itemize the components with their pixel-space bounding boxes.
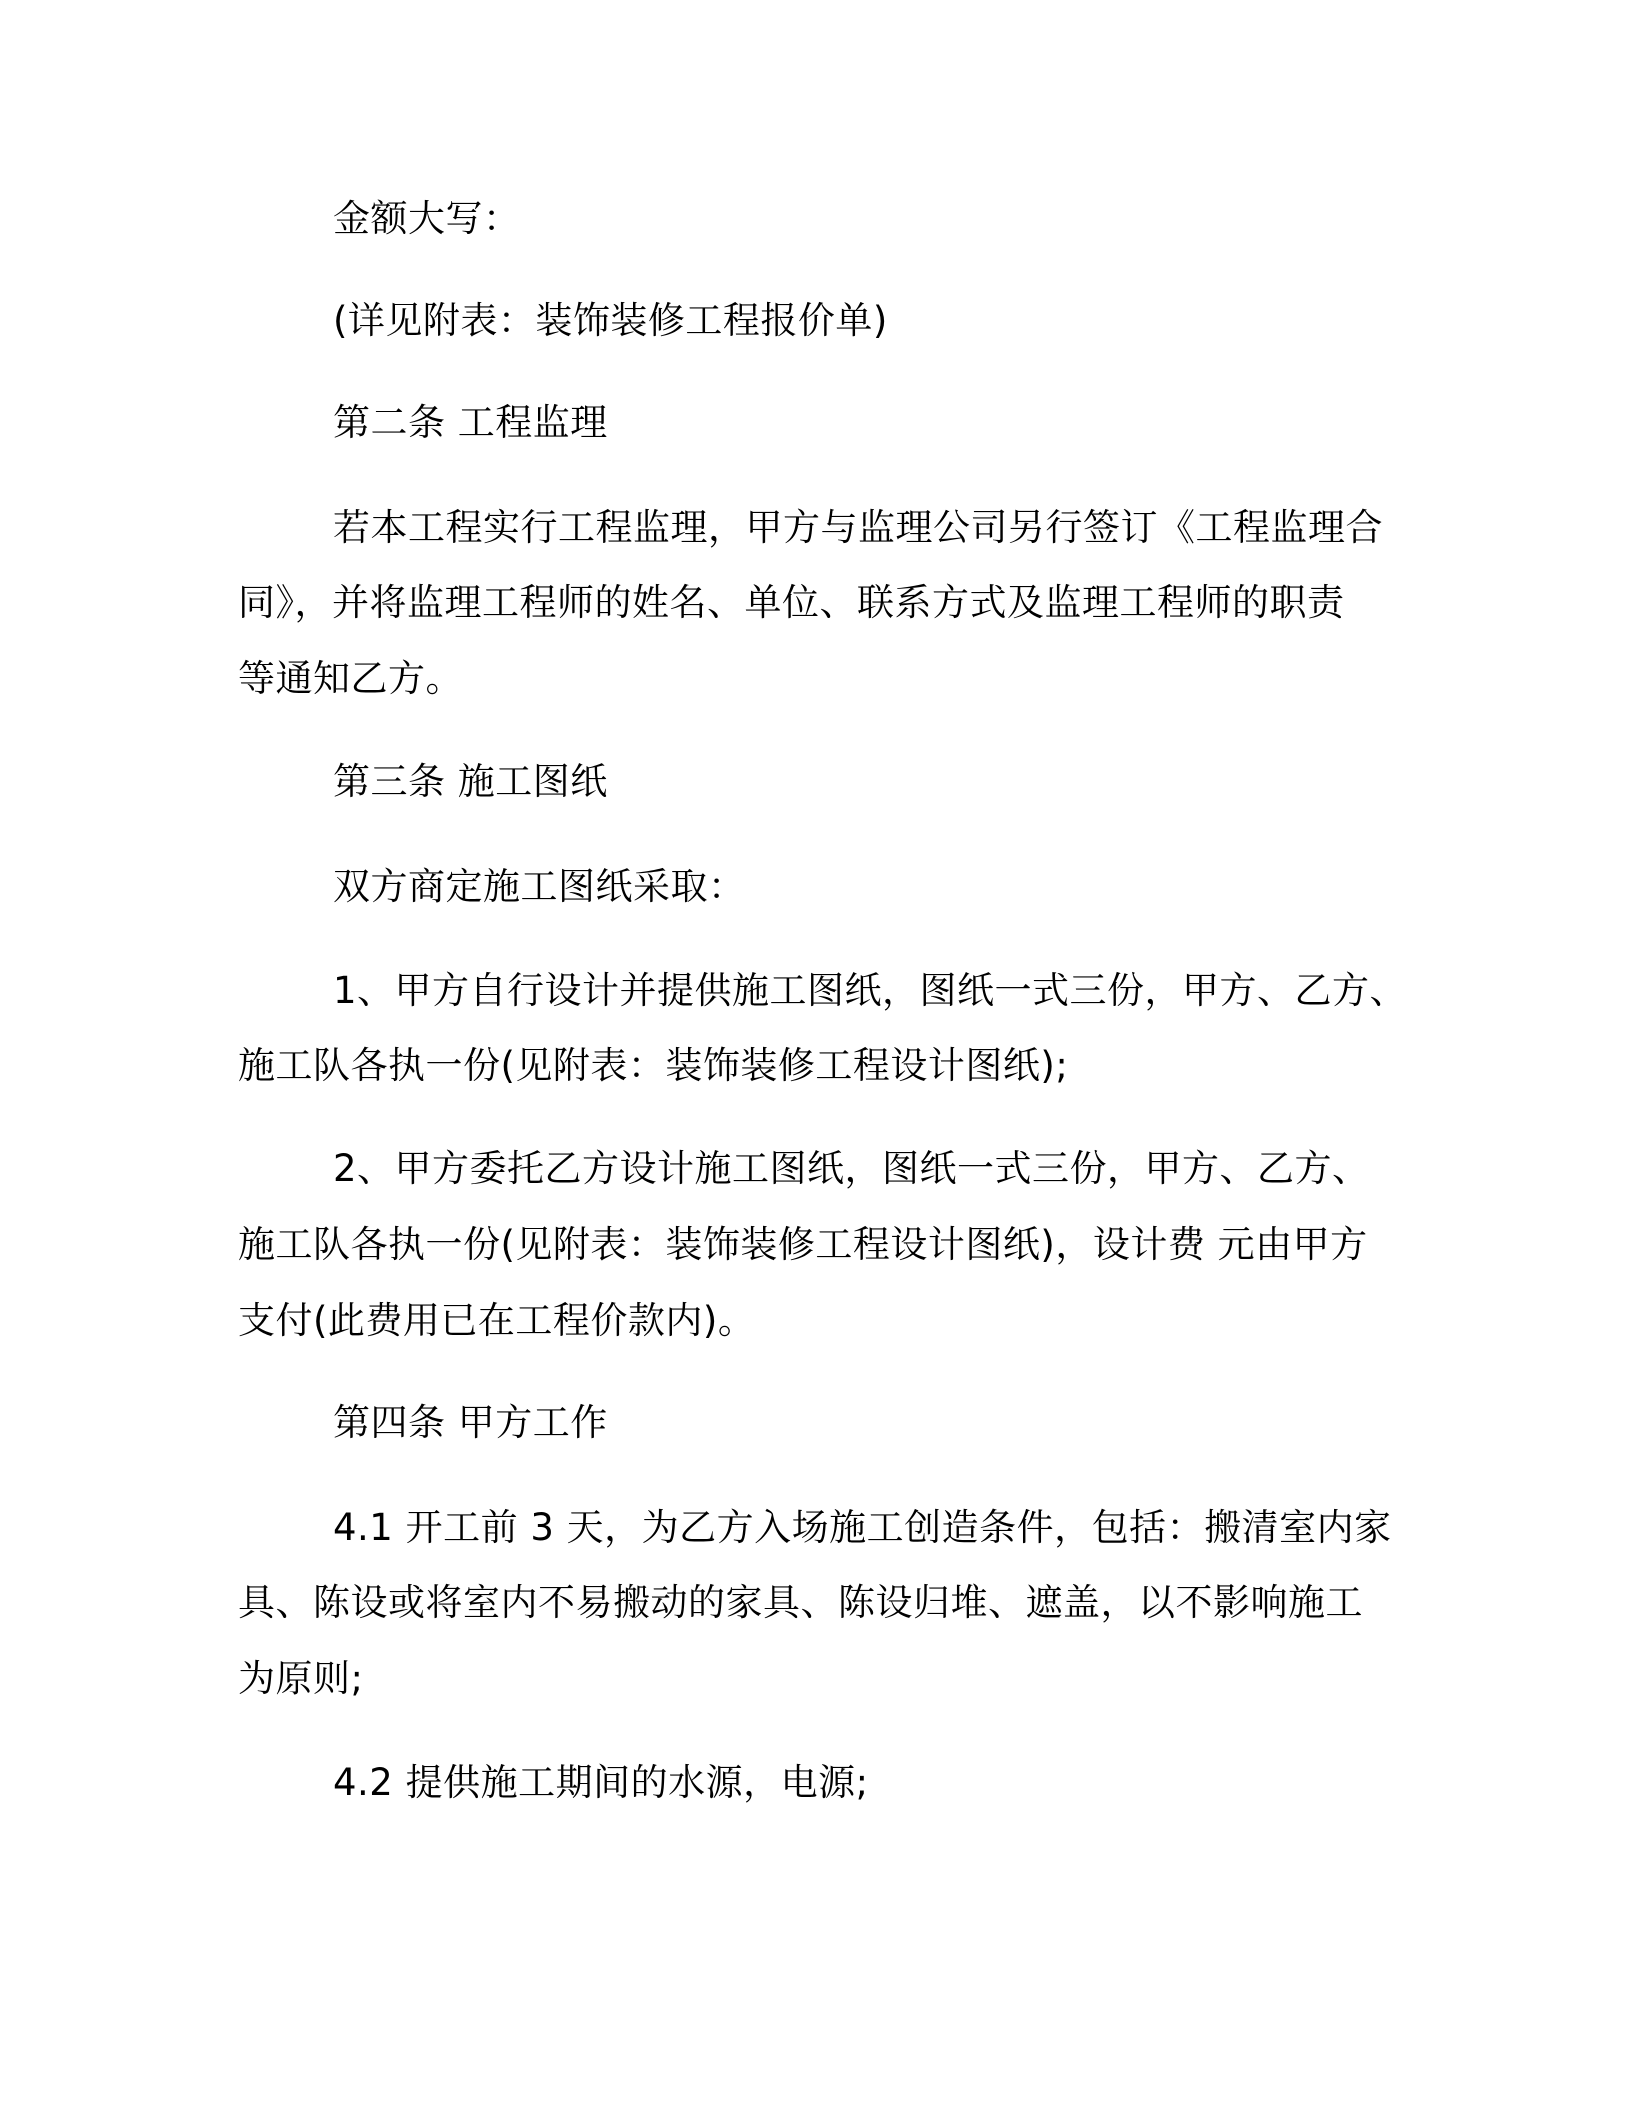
article-2-paragraph-line-3: 等通知乙方。 <box>238 657 463 700</box>
quotation-reference-line: (详见附表：装饰装修工程报价单) <box>333 299 888 342</box>
drawings-option-1-line-1: 1、甲方自行设计并提供施工图纸，图纸一式三份，甲方、乙方、 <box>333 969 1408 1012</box>
drawings-option-1-line-2: 施工队各执一份(见附表：装饰装修工程设计图纸); <box>238 1044 1069 1087</box>
clause-4-2-line: 4.2 提供施工期间的水源，电源; <box>333 1761 869 1804</box>
drawings-option-2-line-2: 施工队各执一份(见附表：装饰装修工程设计图纸)，设计费 元由甲方 <box>238 1223 1368 1266</box>
drawings-intro-line: 双方商定施工图纸采取： <box>333 865 746 908</box>
clause-4-1-line-2: 具、陈设或将室内不易搬动的家具、陈设归堆、遮盖，以不影响施工 <box>238 1581 1363 1624</box>
clause-4-1-line-3: 为原则; <box>238 1657 364 1700</box>
drawings-option-2-line-1: 2、甲方委托乙方设计施工图纸，图纸一式三份，甲方、乙方、 <box>333 1147 1370 1190</box>
drawings-option-2-line-3: 支付(此费用已在工程价款内)。 <box>238 1299 756 1342</box>
article-3-heading: 第三条 施工图纸 <box>333 760 608 803</box>
article-4-heading: 第四条 甲方工作 <box>333 1401 608 1444</box>
article-2-paragraph-line-1: 若本工程实行工程监理，甲方与监理公司另行签订《工程监理合 <box>333 506 1383 549</box>
article-2-heading: 第二条 工程监理 <box>333 401 608 444</box>
clause-4-1-line-1: 4.1 开工前 3 天，为乙方入场施工创造条件，包括：搬清室内家 <box>333 1506 1392 1549</box>
article-2-paragraph-line-2: 同》，并将监理工程师的姓名、单位、联系方式及监理工程师的职责 <box>238 581 1345 624</box>
amount-in-words-line: 金额大写： <box>333 197 521 240</box>
